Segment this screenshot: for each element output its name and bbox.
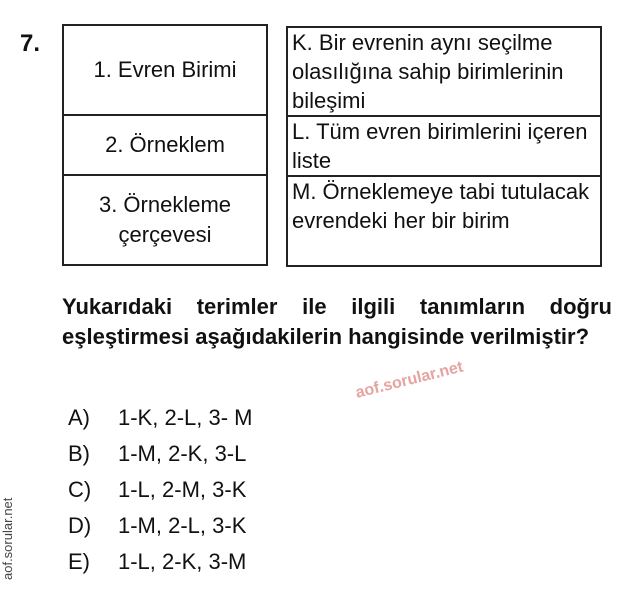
option-letter: A) (68, 405, 90, 430)
term-cell: 3. Örnekleme çerçevesi (63, 175, 267, 265)
term-cell: 1. Evren Birimi (63, 25, 267, 115)
answer-options (68, 400, 252, 580)
option-letter: B) (68, 441, 90, 466)
option-letter: E) (68, 549, 90, 574)
option-text: 1-M, 2-L, 3-K (118, 513, 247, 538)
definition-cell: M. Örneklemeye tabi tutulacak evrendeki her bir birim (287, 176, 601, 266)
question-text: Yukarıdaki terimler ile ilgili tanımların doğru eşleştirmesi aşağıdakilerin hangisinde verilmiştir? (62, 294, 612, 349)
option-letter: C) (68, 477, 92, 502)
option-d[interactable] (68, 508, 252, 544)
definition-cell: L. Tüm evren birimlerini içeren liste (287, 116, 601, 176)
option-a[interactable] (68, 400, 252, 436)
option-text: 1-M, 2-K, 3-L (118, 441, 247, 466)
definitions-table (286, 26, 602, 267)
watermark: aof.sorular.net (353, 358, 465, 402)
option-letter: D) (68, 513, 92, 538)
option-text: 1-K, 2-L, 3- M (118, 405, 253, 430)
term-cell: 2. Örneklem (63, 115, 267, 175)
side-watermark: aof.sorular.net (0, 497, 15, 580)
terms-table (62, 24, 268, 266)
option-e[interactable] (68, 544, 252, 580)
option-c[interactable] (68, 472, 252, 508)
option-b[interactable] (68, 436, 252, 472)
option-text: 1-L, 2-M, 3-K (118, 477, 247, 502)
question-number: 7. (20, 30, 41, 57)
option-text: 1-L, 2-K, 3-M (118, 549, 247, 574)
definition-cell: K. Bir evrenin aynı seçilme olasılığına sahip birimlerinin bileşimi (287, 27, 601, 116)
